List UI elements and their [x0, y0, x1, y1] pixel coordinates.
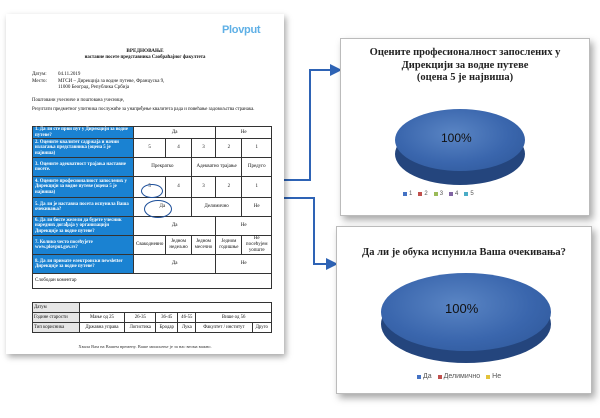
answer-cell[interactable]: 5: [134, 177, 166, 198]
answer-cell[interactable]: 2: [216, 139, 242, 158]
question-row: 6. Да ли бисте желели да будете учесник наредних догађаја у организацији Дирекције за водне путеве? Да Не: [33, 217, 272, 236]
legend-item: [434, 191, 443, 197]
plovput-logo: Plovput: [222, 24, 261, 36]
answer-cell[interactable]: Једном годишње: [216, 236, 242, 255]
answer-cell[interactable]: Не: [216, 255, 272, 274]
type-option[interactable]: Логистика: [125, 323, 156, 333]
age-option[interactable]: Више од 56: [196, 313, 272, 323]
answer-cell[interactable]: 2: [216, 177, 242, 198]
document-footer: Хвала Вам на Вашем времену. Ваше мишљење је за нас веома важно.: [78, 344, 212, 349]
answer-cell[interactable]: Не: [216, 217, 272, 236]
pie-data-label: 100%: [445, 301, 479, 316]
question-row: 7. Колико често посећујете www.plovput.gov.rs? Свакодневно Једном недељно Једном месечно Једном годишње Не посећујем уопште: [33, 236, 272, 255]
intro-text: Резултати предметног упитника послужиће за унапређење квалитета рада и повећање задовољства странака.: [32, 107, 255, 112]
chart-title-professionalism: Оцените професионалност запослених у Дирекцији за водне путеве (оцена 5 је највиша): [369, 47, 561, 84]
chart-legend-professionalism: [403, 191, 474, 197]
age-option[interactable]: 26-35: [125, 313, 156, 323]
question-row: 5. Да ли је наставна посета испунила Ваша очекивања? Да Делимично Не: [33, 198, 272, 217]
date-field[interactable]: [79, 303, 271, 313]
legend-label: 4: [455, 191, 459, 197]
legend-swatch: [403, 192, 407, 196]
type-option[interactable]: Друго: [252, 323, 271, 333]
arrow-to-bottom-chart: [284, 198, 336, 264]
age-label: Године старости: [33, 313, 80, 323]
question-row: 2. Оцените квалитет садржаја и начин излагања представника (оцена 5 је највиша) 5 4 3 2 1: [33, 139, 272, 158]
pie-chart-professionalism: [395, 109, 525, 187]
meta-date: Датум: 04.11.2019: [32, 72, 81, 77]
pie-data-label: 100%: [441, 131, 472, 145]
legend-item: [486, 373, 501, 380]
legend-swatch: [464, 192, 468, 196]
age-option[interactable]: Мање од 25: [79, 313, 125, 323]
answer-cell[interactable]: Да: [134, 255, 216, 274]
legend-swatch: [417, 375, 421, 379]
type-option[interactable]: Лука: [178, 323, 196, 333]
answer-cell[interactable]: Адекватно трајање: [191, 158, 242, 177]
legend-item: [438, 373, 481, 380]
date-label: Датум: [33, 303, 80, 313]
answer-cell[interactable]: Да: [134, 127, 216, 139]
legend-item: [417, 373, 432, 380]
answer-circle-q5: [144, 200, 172, 218]
answer-cell[interactable]: Не посећујем уопште: [242, 236, 272, 255]
type-label: Тип корисника: [33, 323, 80, 333]
answer-cell[interactable]: Свакодневно: [134, 236, 166, 255]
demographics-table: [32, 302, 272, 333]
answer-cell[interactable]: 4: [166, 139, 191, 158]
answer-cell[interactable]: 5: [134, 139, 166, 158]
legend-swatch: [434, 192, 438, 196]
type-option[interactable]: Факултет / институт: [196, 323, 252, 333]
answer-cell[interactable]: Да: [134, 198, 192, 217]
answer-cell[interactable]: Не: [216, 127, 272, 139]
age-option[interactable]: 46-55: [178, 313, 196, 323]
free-comment-field[interactable]: Слободан коментар: [33, 274, 272, 289]
legend-swatch: [486, 375, 490, 379]
legend-label: 1: [409, 191, 413, 197]
answer-cell[interactable]: 4: [166, 177, 191, 198]
pie-chart-expectations: [381, 273, 551, 365]
legend-label: 2: [424, 191, 428, 197]
legend-swatch: [449, 192, 453, 196]
legend-swatch: [418, 192, 422, 196]
chart-panel-expectations: [336, 226, 592, 394]
greeting-text: Поштовани учесниче и поштована учеснице,: [32, 98, 125, 103]
answer-cell[interactable]: Једном месечно: [191, 236, 216, 255]
legend-swatch: [438, 375, 442, 379]
comment-row: [33, 274, 272, 289]
answer-cell[interactable]: Делимично: [191, 198, 242, 217]
legend-label: 5: [470, 191, 474, 197]
chart-panel-professionalism: [340, 38, 590, 216]
legend-item: [403, 191, 412, 197]
meta-address: 11000 Београд, Република Србија: [58, 85, 130, 90]
answer-cell[interactable]: Прекратко: [134, 158, 192, 177]
answer-cell[interactable]: 3: [191, 177, 216, 198]
answer-cell[interactable]: Предуго: [242, 158, 272, 177]
answer-cell[interactable]: Не: [242, 198, 272, 217]
legend-label: Не: [492, 373, 502, 380]
legend-item: [449, 191, 458, 197]
question-row: 4. Оцените професионалност запослених у Дирекцији за водне путеве (оцена 5 је највиша) 5 4 3 2 1: [33, 177, 272, 198]
type-option[interactable]: Бродар: [156, 323, 178, 333]
chart-title-expectations: Да ли је обука испунила Ваша очекивања?: [362, 247, 566, 258]
answer-circle-q4: [141, 184, 163, 198]
questionnaire-document: [6, 14, 284, 354]
document-title: ВРЕДНОВАЊЕ: [126, 48, 164, 54]
legend-item: [418, 191, 427, 197]
answer-cell[interactable]: Да: [134, 217, 216, 236]
question-row: 1. Да ли сте први пут у Дирекцији за водне путеве? Да Не: [33, 127, 272, 139]
type-option[interactable]: Државна управа: [79, 323, 125, 333]
legend-label: 3: [439, 191, 444, 197]
arrow-to-top-chart: [284, 70, 340, 180]
meta-place: Место: МГСИ – Дирекција за водне путеве, Француска 9,: [32, 79, 165, 84]
legend-label: Да: [423, 373, 432, 380]
legend-item: [464, 191, 473, 197]
question-row: 8. Да ли примате електронски newsletter Дирекције за водне путеве? Да Не: [33, 255, 272, 274]
chart-legend-expectations: [417, 373, 501, 380]
document-subtitle: наставне посете представника Саобраћајног факултета: [84, 55, 206, 60]
legend-label: Делимично: [443, 373, 481, 380]
age-option[interactable]: 36-45: [156, 313, 178, 323]
answer-cell[interactable]: Једном недељно: [166, 236, 191, 255]
answer-cell[interactable]: 1: [242, 177, 272, 198]
answer-cell[interactable]: 1: [242, 139, 272, 158]
answer-cell[interactable]: 3: [191, 139, 216, 158]
question-row: 3. Оцените адекватност трајања наставне посете. Прекратко Адекватно трајање Предуго: [33, 158, 272, 177]
